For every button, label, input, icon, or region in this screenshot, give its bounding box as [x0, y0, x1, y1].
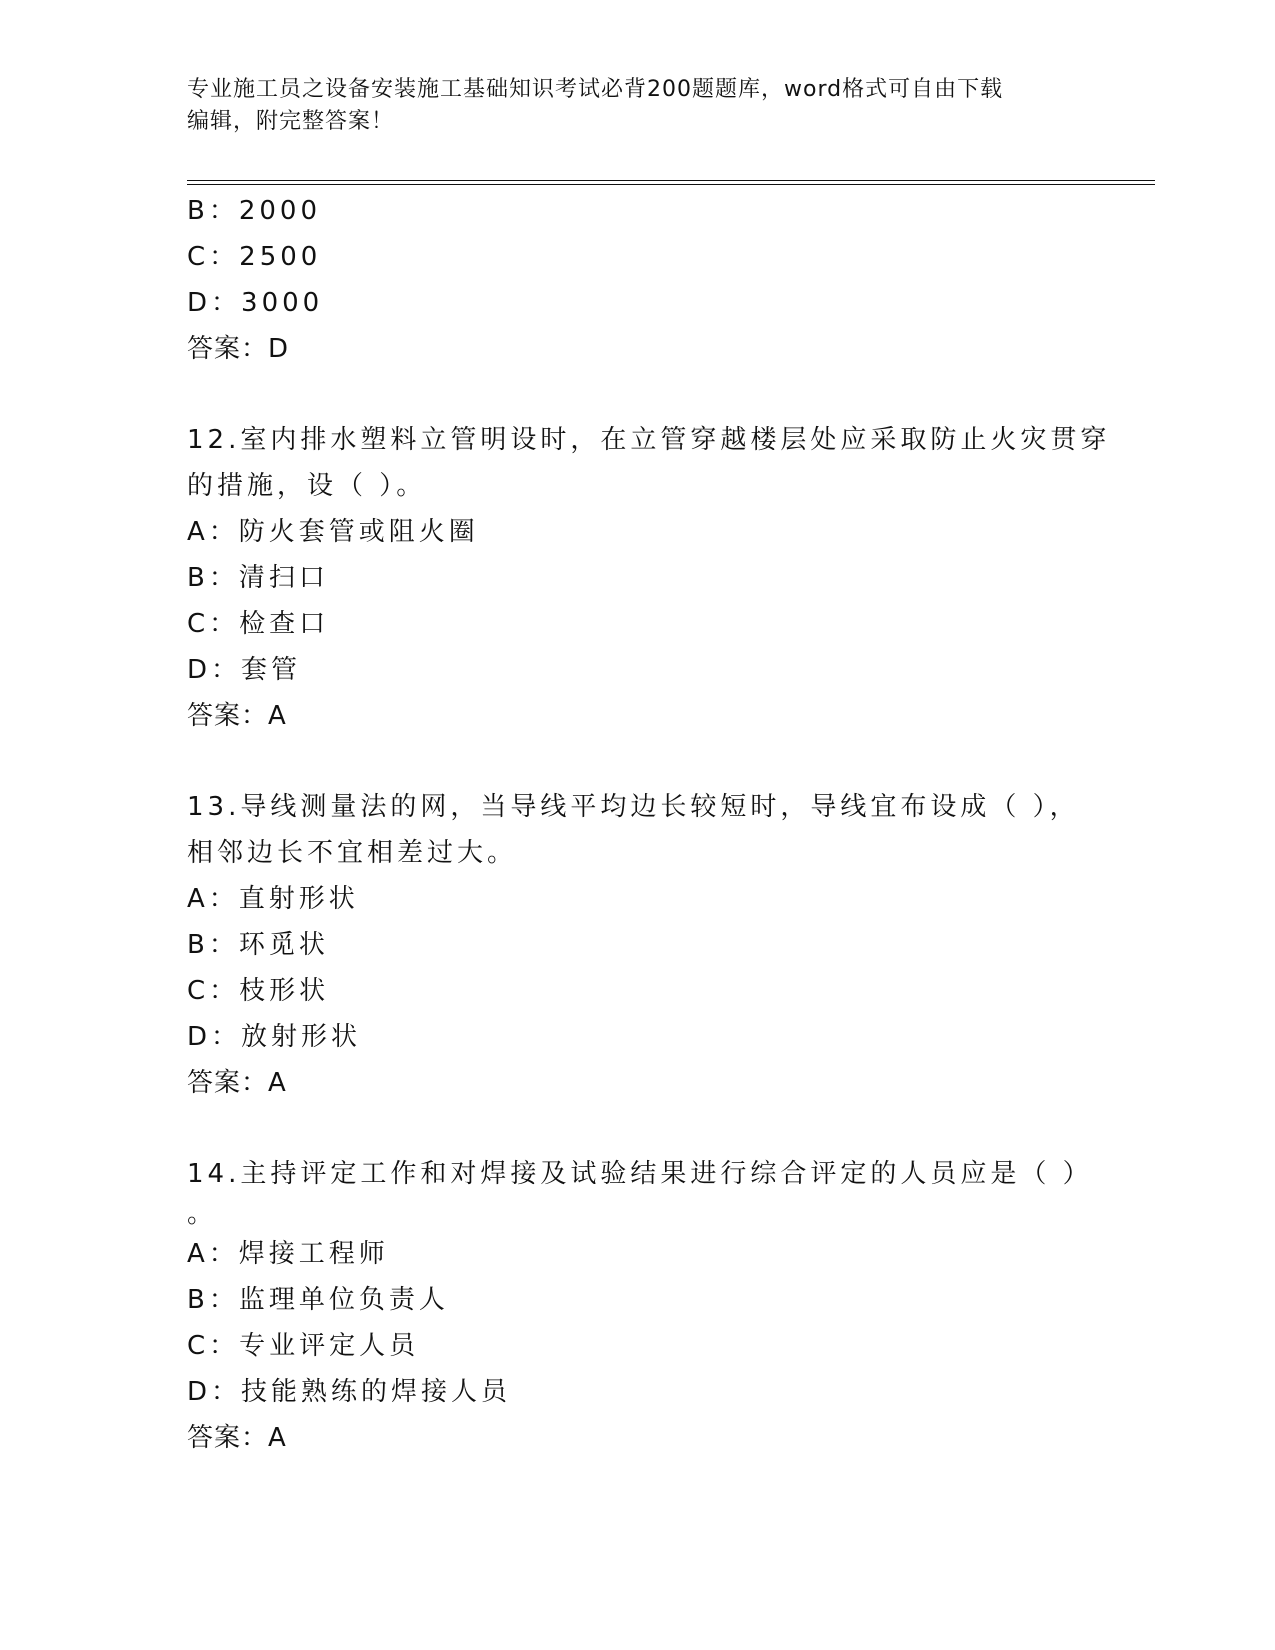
header-divider-bottom [187, 184, 1155, 185]
question-text-line-2: 的措施，设（ ）。 [187, 471, 427, 501]
question-text-line-1: 13.导线测量法的网，当导线平均边长较短时，导线宜布设成（ ）， [187, 792, 1080, 822]
spacer [187, 1106, 1087, 1151]
option-a: A：焊接工程师 [187, 1239, 389, 1269]
option-b: B：环觅状 [187, 930, 329, 960]
question-block-14 [187, 1151, 1093, 1461]
prev-question-block [187, 188, 1087, 372]
header-line-2: 编辑，附完整答案！ [187, 109, 395, 134]
question-text-line-1: 12.室内排水塑料立管明设时，在立管穿越楼层处应采取防止火灾贯穿 [187, 425, 1111, 455]
option-d: D：3000 [187, 288, 324, 318]
answer: 答案：A [187, 1068, 287, 1098]
header-divider-top [187, 180, 1155, 181]
answer: 答案：A [187, 1423, 287, 1453]
spacer [187, 372, 1087, 417]
spacer [187, 739, 1087, 784]
option-c: C：2500 [187, 242, 322, 272]
option-d: D：套管 [187, 655, 302, 685]
answer: 答案：A [187, 701, 287, 731]
answer: 答案：D [187, 334, 290, 364]
question-text-line-2: 相邻边长不宜相差过大。 [187, 838, 518, 868]
option-d: D：放射形状 [187, 1022, 362, 1052]
question-block-13 [187, 784, 1087, 1106]
question-text-line-2: 。 [187, 1199, 214, 1229]
option-a: A：直射形状 [187, 884, 359, 914]
option-a: A：防火套管或阻火圈 [187, 517, 479, 547]
option-b: B：2000 [187, 196, 322, 226]
question-list [187, 188, 1111, 1461]
option-c: C：检查口 [187, 609, 330, 639]
option-b: B：清扫口 [187, 563, 329, 593]
option-c: C：枝形状 [187, 976, 330, 1006]
header-line-1: 专业施工员之设备安装施工基础知识考试必背200题题库，word格式可自由下载 [187, 77, 1004, 102]
option-d: D：技能熟练的焊接人员 [187, 1377, 512, 1407]
option-b: B：监理单位负责人 [187, 1285, 449, 1315]
document-header [187, 74, 1087, 138]
question-block-12 [187, 417, 1111, 739]
question-text-line-1: 14.主持评定工作和对焊接及试验结果进行综合评定的人员应是（ ） [187, 1159, 1093, 1189]
option-c: C：专业评定人员 [187, 1331, 420, 1361]
